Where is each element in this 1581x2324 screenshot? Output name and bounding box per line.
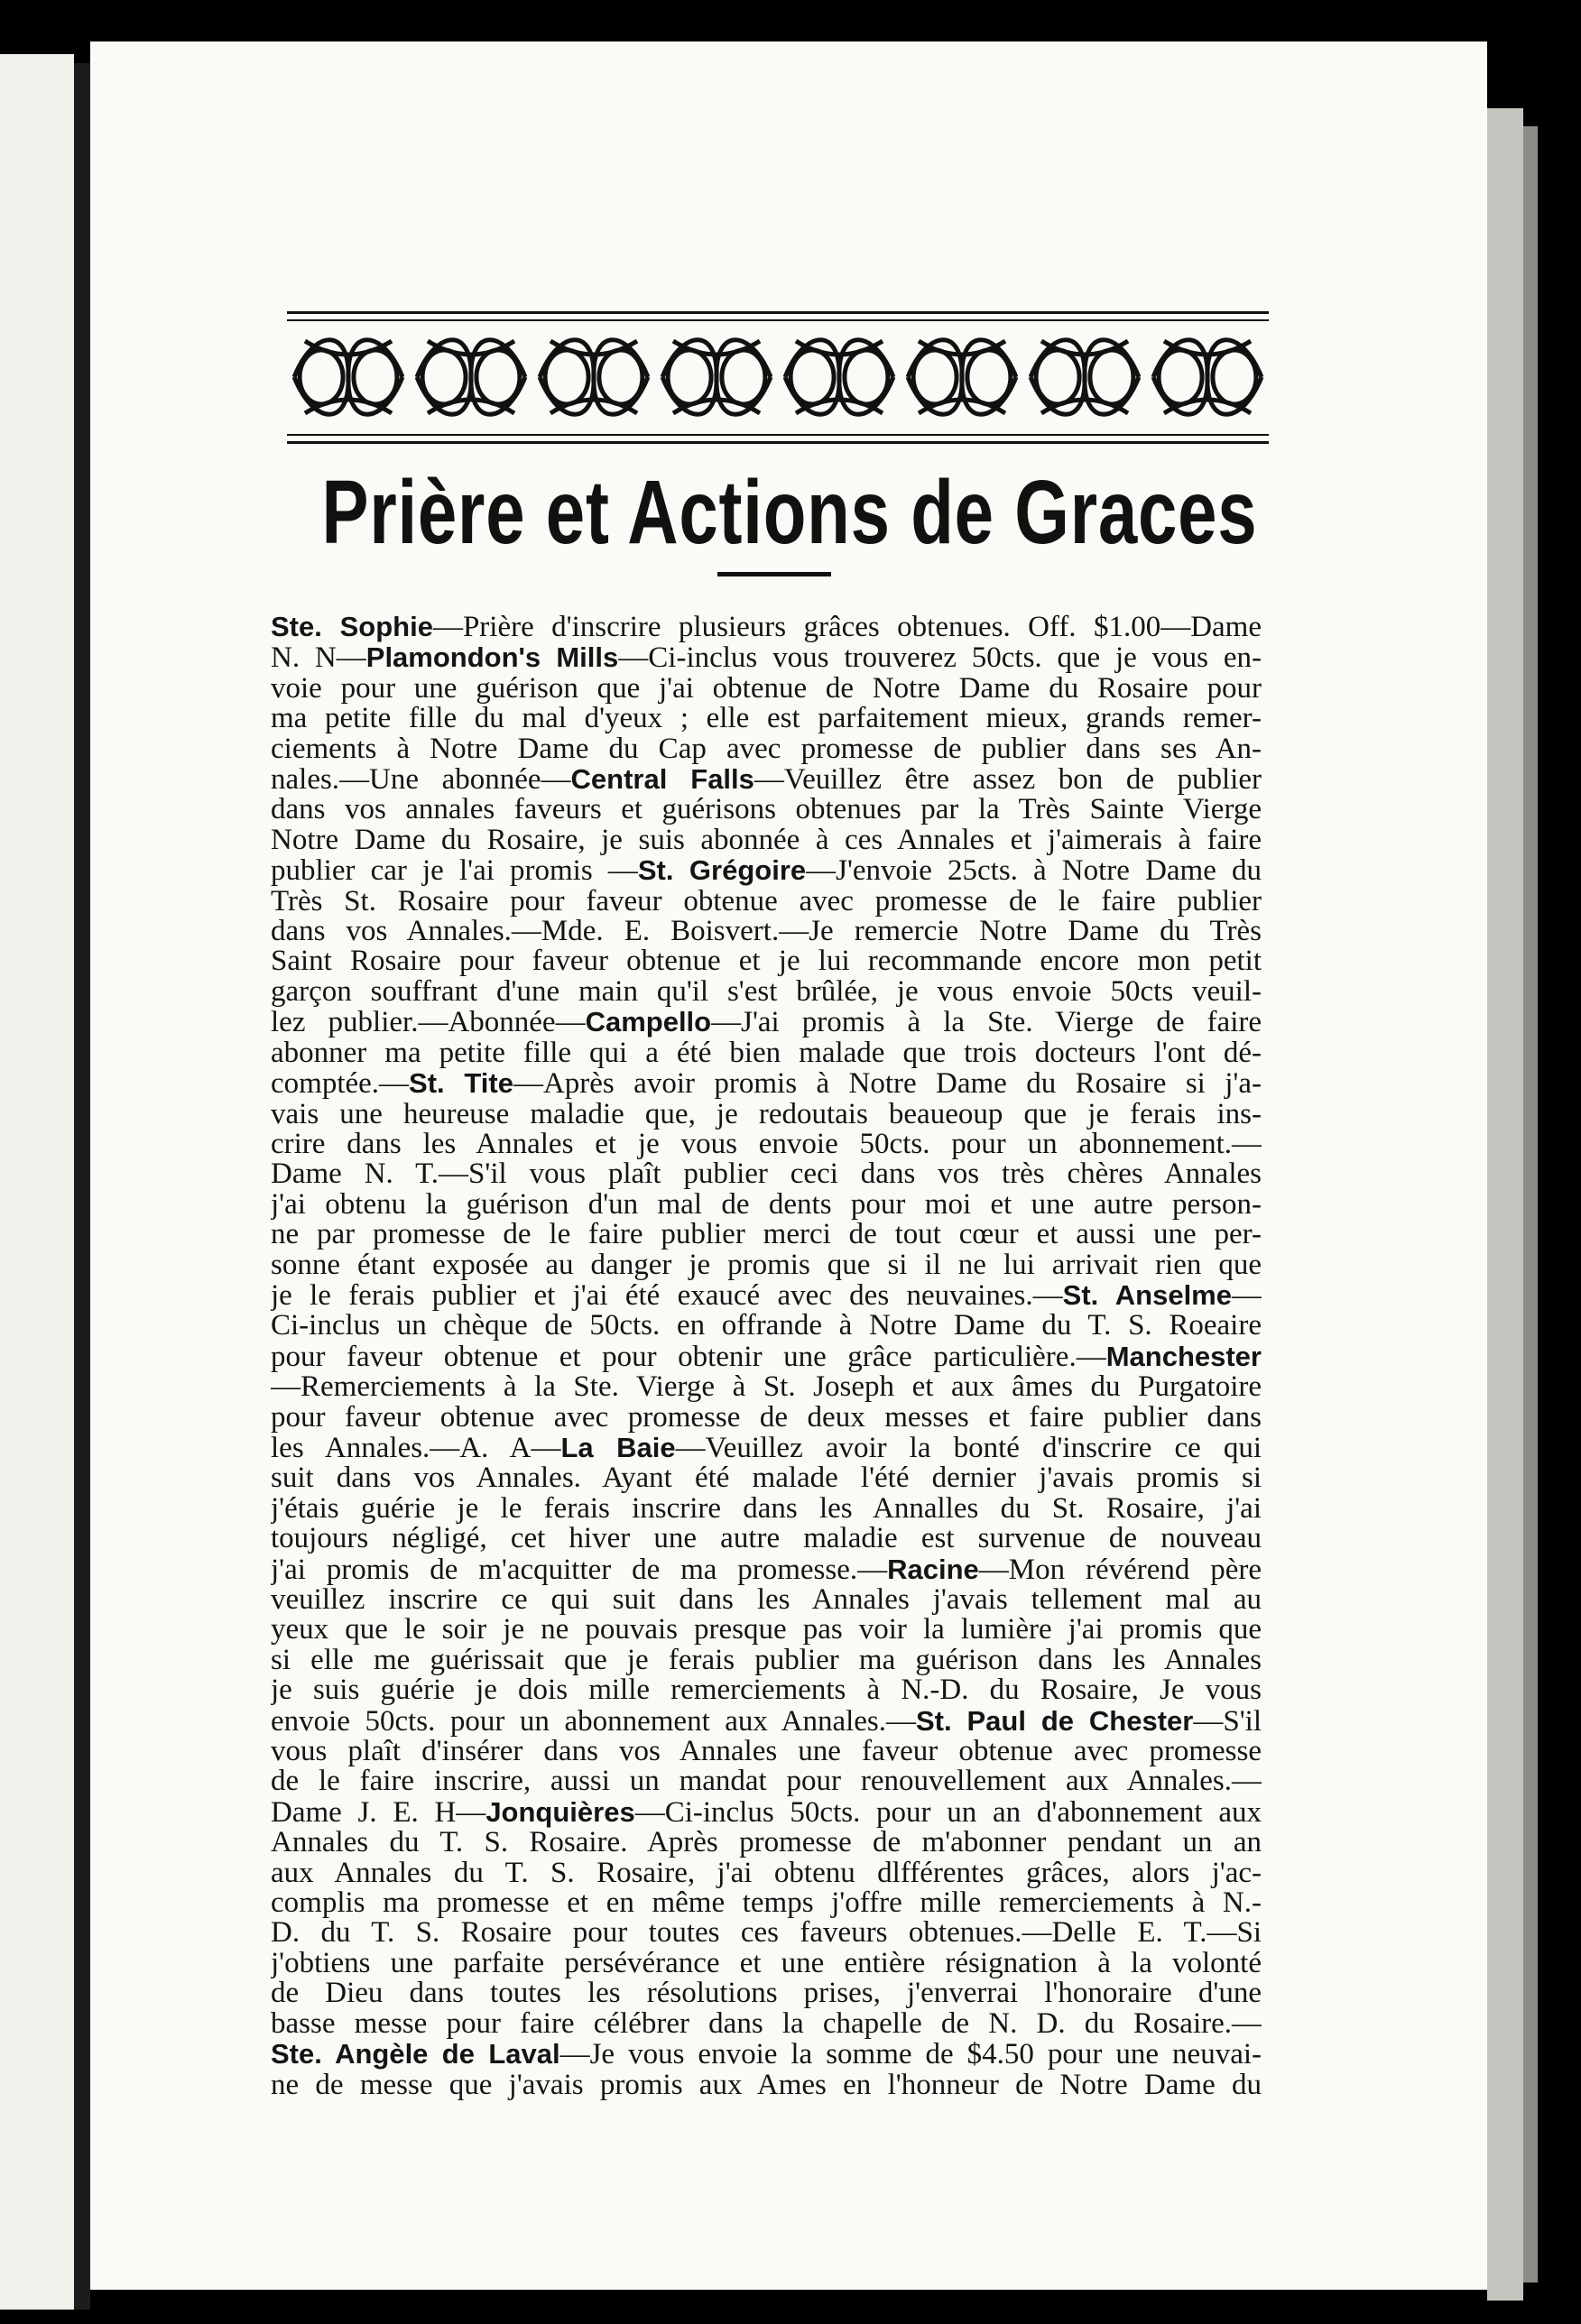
body-text-segment: D. du T. S. Rosaire pour toutes ces faveurs obtenues.—Delle E. T.—Si bbox=[271, 1916, 1262, 1950]
place-name: Jonquières bbox=[485, 1795, 635, 1828]
ornament-graphic bbox=[287, 311, 1269, 445]
body-text-segment: vais une heureuse maladie que, je redoutais beaueoup que je ferais ins- bbox=[271, 1097, 1262, 1130]
body-text-segment: si elle me guérissait que je ferais publier ma guérison dans les Annales bbox=[271, 1643, 1262, 1676]
ornament-loop bbox=[967, 350, 1011, 404]
body-text-segment: Annales du T. S. Rosaire. Après promesse de m'abonner pendant un an bbox=[271, 1826, 1262, 1859]
body-line bbox=[271, 1524, 1262, 1554]
body-line bbox=[271, 1858, 1262, 1888]
body-text-segment: garçon souffrant d'une main qu'il s'est brûlée, je vous envoie 50cts veuil- bbox=[271, 974, 1262, 1008]
body-text-segment: ma petite fille du mal d'yeux ; elle est parfaitement mieux, grands remer- bbox=[271, 702, 1262, 735]
body-text-segment: les Annales.—A. A— bbox=[271, 1431, 561, 1464]
body-line bbox=[271, 1585, 1262, 1615]
place-name: Ste. Angèle de Laval bbox=[271, 2038, 560, 2070]
body-line bbox=[271, 2006, 1262, 2040]
body-text-segment: de Dieu dans toutes les résolutions prises, j'enverrai l'honoraire d'une bbox=[271, 1977, 1262, 2010]
ornament-loop bbox=[1159, 350, 1202, 404]
article-body bbox=[271, 612, 1262, 2236]
place-name: St. Grégoire bbox=[637, 854, 807, 887]
body-text-segment: yeux que le soir je ne pouvais presque pas voir la lumière j'ai promis que bbox=[271, 1613, 1262, 1646]
body-text-segment: voie pour une guérison que j'ai obtenue de Notre Dame du Rosaire pour bbox=[271, 671, 1262, 705]
body-text-segment: —Je vous envoie la somme de $4.50 pour une neuvai- bbox=[559, 2038, 1262, 2071]
body-line bbox=[271, 1097, 1262, 1130]
body-line bbox=[271, 1918, 1262, 1948]
body-line bbox=[271, 734, 1262, 764]
body-line bbox=[271, 1766, 1262, 1796]
body-text-segment: —S'il bbox=[1193, 1704, 1262, 1738]
body-line bbox=[271, 642, 1262, 673]
body-text-segment: —Ci-inclus vous trouverez 50cts. que je vous en- bbox=[618, 641, 1262, 675]
body-line bbox=[271, 1828, 1262, 1858]
body-text-segment: ciements à Notre Dame du Cap avec promesse de publier dans ses An- bbox=[271, 732, 1262, 765]
body-text-segment: j'obtiens une parfaite persévérance et une entière résignation à la volonté bbox=[271, 1946, 1262, 1979]
ornament-loop bbox=[668, 350, 711, 404]
body-text-segment: de le faire inscrire, aussi un mandat pour renouvellement aux Annales.— bbox=[271, 1765, 1262, 1798]
body-line bbox=[271, 1372, 1262, 1402]
body-line bbox=[271, 1068, 1262, 1099]
body-text-segment: j'ai obtenu la guérison d'un mal de dents pour moi et une autre person- bbox=[271, 1187, 1262, 1221]
body-text-segment: —Remerciements à la Ste. Vierge à St. Joseph et aux âmes du Purgatoire bbox=[271, 1370, 1262, 1404]
body-line bbox=[271, 1643, 1262, 1676]
body-line bbox=[271, 1946, 1262, 1979]
body-line bbox=[271, 2039, 1262, 2070]
body-line bbox=[271, 764, 1262, 795]
body-text-segment: —Veuillez avoir la bonté d'inscrire ce qui bbox=[675, 1431, 1262, 1464]
body-text-segment: Notre Dame du Rosaire, je suis abonnée à ces Annales et j'aimerais à faire bbox=[271, 823, 1262, 856]
body-line bbox=[271, 1342, 1262, 1372]
body-line bbox=[271, 704, 1262, 733]
title-underline-rule bbox=[717, 572, 831, 576]
page-title: Prière et Actions de Graces bbox=[321, 462, 1258, 563]
body-text-segment: Très St. Rosaire pour faveur obtenue avec promesse de le faire publier bbox=[271, 884, 1262, 918]
body-text-segment: lez publier.—Abonnée— bbox=[271, 1006, 586, 1039]
ornament-loop bbox=[422, 350, 466, 404]
body-text-segment: j'étais guérie je le ferais inscrire dans les Annalles du St. Rosaire, j'ai bbox=[271, 1491, 1262, 1525]
body-line bbox=[271, 1675, 1262, 1705]
right-page-edge-inner bbox=[1523, 126, 1538, 2282]
ornament-loop bbox=[722, 350, 765, 404]
place-name: Ste. Sophie bbox=[271, 612, 433, 642]
body-line bbox=[271, 1615, 1262, 1645]
body-line bbox=[271, 1706, 1262, 1737]
body-line bbox=[271, 1127, 1262, 1160]
body-text-segment: vous plaît d'insérer dans vos Annales une faveur obtenue avec promesse bbox=[271, 1735, 1262, 1768]
body-text-segment: —Ci-inclus 50cts. pour un an d'abonnement aux bbox=[634, 1795, 1262, 1829]
body-text-segment: —J'envoie 25cts. à Notre Dame du bbox=[806, 854, 1262, 888]
body-line bbox=[271, 974, 1262, 1008]
place-name: Campello bbox=[585, 1006, 712, 1038]
ornament-loop bbox=[300, 350, 343, 404]
body-text-segment: je le ferais publier et j'ai été exaucé avec des neuvaines.— bbox=[271, 1278, 1063, 1312]
place-name: St. Tite bbox=[409, 1067, 513, 1100]
body-line bbox=[271, 1187, 1262, 1221]
body-text-segment: — bbox=[1232, 1278, 1262, 1312]
body-text-segment: ne par promesse de le faire publier merci de tout cœur et aussi une per- bbox=[271, 1218, 1262, 1251]
body-line bbox=[271, 1463, 1262, 1493]
body-text-segment: Dame N. T.—S'il vous plaît publier ceci dans vos très chères Annales bbox=[271, 1157, 1262, 1191]
body-text-segment: dans vos annales faveurs et guérisons obtenues par la Très Sainte Vierge bbox=[271, 793, 1262, 826]
body-text-segment: —Prière d'inscrire plusieurs grâces obtenues. Off. $1.00—Dame bbox=[432, 612, 1262, 643]
body-text-segment: pour faveur obtenue et pour obtenir une grâce particulière.— bbox=[271, 1340, 1106, 1373]
body-text-segment: —Mon révérend père bbox=[978, 1553, 1262, 1586]
place-name: Central Falls bbox=[570, 763, 754, 796]
body-line bbox=[271, 1038, 1262, 1068]
body-line bbox=[271, 1978, 1262, 2008]
body-line bbox=[271, 1554, 1262, 1585]
body-line bbox=[271, 1888, 1262, 1918]
place-name: Racine bbox=[887, 1553, 979, 1585]
body-line bbox=[271, 1737, 1262, 1766]
body-text-segment: Ci-inclus un chèque de 50cts. en offrande à Notre Dame du T. S. Roeaire bbox=[271, 1309, 1262, 1342]
left-page-edge bbox=[0, 54, 74, 2310]
body-line bbox=[271, 671, 1262, 705]
body-text-segment: suit dans vos Annales. Ayant été malade l'été dernier j'avais promis si bbox=[271, 1462, 1262, 1495]
body-line bbox=[271, 1007, 1262, 1038]
body-text-segment: publier car je l'ai promis — bbox=[271, 854, 638, 888]
ornament-loop bbox=[1036, 350, 1079, 404]
body-line bbox=[271, 884, 1262, 918]
body-text-segment: je suis guérie je dois mille remerciements à N.-D. du Rosaire, Je vous bbox=[271, 1674, 1262, 1707]
body-text-segment: basse messe pour faire célébrer dans la chapelle de N. D. du Rosaire.— bbox=[271, 2006, 1262, 2040]
body-text-segment: —Veuillez être assez bon de publier bbox=[754, 763, 1262, 797]
body-text-segment: abonner ma petite fille qui a été bien malade que trois docteurs l'ont dé- bbox=[271, 1036, 1262, 1069]
body-line bbox=[271, 1311, 1262, 1341]
body-text-segment: —Après avoir promis à Notre Dame du Rosaire si j'a- bbox=[513, 1067, 1262, 1101]
place-name: La Baie bbox=[560, 1431, 676, 1463]
body-line bbox=[271, 855, 1262, 886]
body-text-segment: j'ai promis de m'acquitter de ma promesse.— bbox=[271, 1553, 888, 1586]
ornament-loop bbox=[599, 350, 643, 404]
place-name: Plamondon's Mills bbox=[365, 641, 619, 674]
body-text-segment: veuillez inscrire ce qui suit dans les Annales j'avais tellement mal au bbox=[271, 1583, 1262, 1616]
body-line bbox=[271, 795, 1262, 825]
ornament-loop bbox=[845, 350, 888, 404]
ornament-loop bbox=[790, 350, 834, 404]
body-text-segment: Saint Rosaire pour faveur obtenue et je lui recommande encore mon petit bbox=[271, 945, 1262, 978]
body-line bbox=[271, 825, 1262, 855]
body-line bbox=[271, 1491, 1262, 1525]
body-line bbox=[271, 2070, 1262, 2100]
body-text-segment: comptée.— bbox=[271, 1067, 410, 1101]
ornament-loop bbox=[476, 350, 520, 404]
body-line bbox=[271, 1280, 1262, 1311]
ornament-loop bbox=[1213, 350, 1256, 404]
body-line bbox=[271, 946, 1262, 976]
body-line bbox=[271, 1400, 1262, 1434]
body-text-segment: nales.—Une abonnée— bbox=[271, 763, 571, 797]
ornament-loop bbox=[545, 350, 588, 404]
body-text-segment: —J'ai promis à la Ste. Vierge de faire bbox=[711, 1006, 1262, 1039]
body-text-segment: pour faveur obtenue avec promesse de deux messes et faire publier dans bbox=[271, 1400, 1262, 1434]
body-line bbox=[271, 1220, 1262, 1250]
body-line bbox=[271, 1159, 1262, 1189]
body-text-segment: aux Annales du T. S. Rosaire, j'ai obtenu dlfférentes grâces, alors j'ac- bbox=[271, 1856, 1262, 1889]
body-line bbox=[271, 1433, 1262, 1463]
body-text-segment: ne de messe que j'avais promis aux Ames en l'honneur de Notre Dame du bbox=[271, 2068, 1262, 2101]
body-text-segment: crire dans les Annales et je vous envoie 50cts. pour un abonnement.— bbox=[271, 1127, 1262, 1160]
ornament-loop bbox=[913, 350, 957, 404]
right-page-edge bbox=[1487, 108, 1523, 2301]
place-name: St. Paul de Chester bbox=[916, 1704, 1194, 1737]
body-text-segment: sonne étant exposée au danger je promis que si il ne lui arrivait rien que bbox=[271, 1248, 1262, 1281]
ornament-loop bbox=[1090, 350, 1133, 404]
gutter-shadow bbox=[74, 63, 90, 2310]
body-line bbox=[271, 1250, 1262, 1280]
body-line bbox=[271, 1797, 1262, 1828]
place-name: Manchester bbox=[1105, 1340, 1262, 1372]
body-line bbox=[271, 917, 1262, 946]
decorative-header-ornament bbox=[287, 311, 1269, 445]
body-text-segment: Dame J. E. H— bbox=[271, 1795, 486, 1829]
ornament-loop bbox=[354, 350, 397, 404]
body-text-segment: envoie 50cts. pour un abonnement aux Annales.— bbox=[271, 1704, 916, 1738]
body-line bbox=[271, 612, 1262, 642]
body-text-segment: N. N— bbox=[271, 641, 366, 675]
body-text-segment: complis ma promesse et en même temps j'offre mille remerciements à N.- bbox=[271, 1886, 1262, 1920]
place-name: St. Anselme bbox=[1062, 1278, 1232, 1311]
body-text-segment: toujours négligé, cet hiver une autre maladie est survenue de nouveau bbox=[271, 1522, 1262, 1555]
body-text-segment: dans vos Annales.—Mde. E. Boisvert.—Je remercie Notre Dame du Très bbox=[271, 915, 1262, 948]
